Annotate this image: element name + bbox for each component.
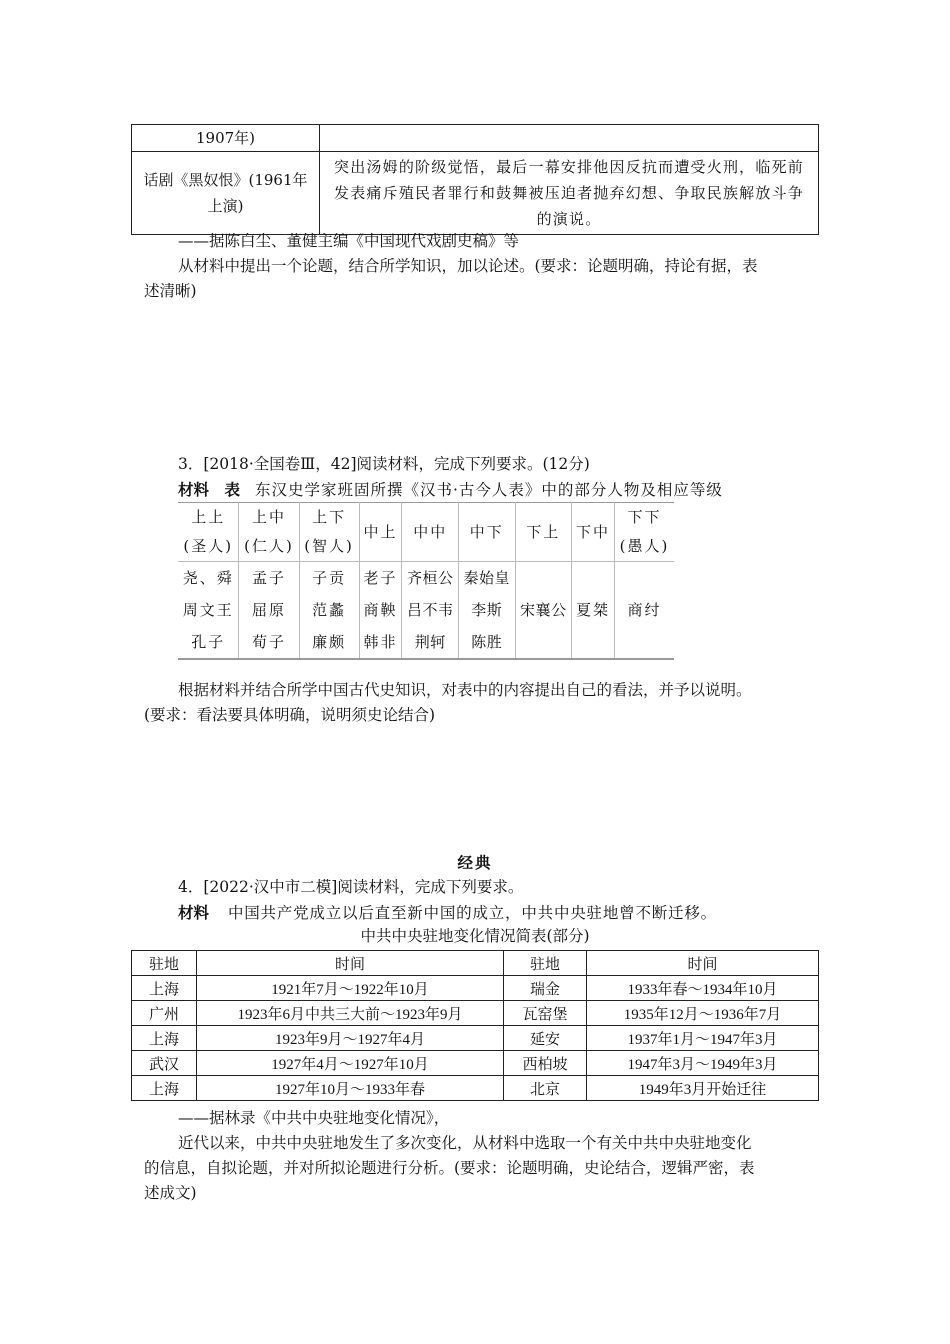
table-row bbox=[132, 1026, 819, 1051]
place-cell: 瑞金 bbox=[504, 976, 587, 1001]
question-task: 近代以来，中共中央驻地发生了多次变化，从材料中选取一个有关中共中央驻地变化 bbox=[178, 1134, 752, 1152]
rank-table bbox=[178, 502, 674, 660]
question-task: 根据材料并结合所学中国古代史知识，对表中的内容提出自己的看法，并予以说明。 bbox=[178, 681, 752, 699]
people-cell: 齐桓公 吕不韦 荆轲 bbox=[402, 562, 459, 660]
rank-header: 上中 (仁人) bbox=[239, 503, 299, 562]
play-table bbox=[131, 124, 819, 235]
source-citation: ——据林录《中共中央驻地变化情况》， bbox=[178, 1109, 450, 1127]
material-title: 东汉史学家班固所撰《汉书·古今人表》中的部分人物及相应等级 bbox=[254, 481, 723, 499]
table-row bbox=[132, 152, 819, 235]
time-cell: 1923年9月～1927年4月 bbox=[197, 1026, 504, 1051]
place-cell: 上海 bbox=[132, 976, 197, 1001]
people-cell: 子贡 范蠡 廉颇 bbox=[299, 562, 359, 660]
people-cell: 秦始皇 李斯 陈胜 bbox=[458, 562, 515, 660]
place-cell: 武汉 bbox=[132, 1051, 197, 1076]
time-cell: 1927年4月～1927年10月 bbox=[197, 1051, 504, 1076]
work-cell: 1907年) bbox=[132, 125, 320, 152]
place-cell: 西柏坡 bbox=[504, 1051, 587, 1076]
rank-header: 下中 bbox=[572, 503, 615, 562]
material-label: 材料 表 bbox=[178, 480, 241, 499]
people-cell: 夏桀 bbox=[572, 562, 615, 660]
rank-header: 中下 bbox=[458, 503, 515, 562]
place-cell: 北京 bbox=[504, 1076, 587, 1101]
source-citation: ——据陈白尘、董健主编《中国现代戏剧史稿》等 bbox=[178, 232, 520, 250]
table-row bbox=[132, 125, 819, 152]
rank-header: 中上 bbox=[359, 503, 402, 562]
table-row bbox=[132, 976, 819, 1001]
time-cell: 1937年1月～1947年3月 bbox=[587, 1026, 819, 1051]
material-caption bbox=[178, 477, 723, 503]
time-cell: 1949年3月开始迁往 bbox=[587, 1076, 819, 1101]
place-cell: 瓦窑堡 bbox=[504, 1001, 587, 1026]
place-cell: 上海 bbox=[132, 1026, 197, 1051]
rank-header: 上上 (圣人) bbox=[178, 503, 239, 562]
table-row bbox=[132, 1001, 819, 1026]
time-cell: 1947年3月～1949年3月 bbox=[587, 1051, 819, 1076]
place-cell: 上海 bbox=[132, 1076, 197, 1101]
question-task-cont: (要求：看法要具体明确，说明须史论结合) bbox=[144, 706, 436, 724]
people-cell: 孟子 屈原 荀子 bbox=[239, 562, 299, 660]
column-header: 驻地 bbox=[132, 951, 197, 976]
material-text: 中国共产党成立以后直至新中国的成立，中共中央驻地曾不断迁移。 bbox=[227, 904, 717, 922]
people-cell: 老子 商鞅 韩非 bbox=[359, 562, 402, 660]
time-cell: 1921年7月～1922年10月 bbox=[197, 976, 504, 1001]
place-cell: 延安 bbox=[504, 1026, 587, 1051]
question-heading: 3．[2018·全国卷Ⅲ，42]阅读材料，完成下列要求。(12分) bbox=[178, 455, 590, 473]
question-task-cont: 述成文) bbox=[144, 1184, 197, 1202]
place-cell: 广州 bbox=[132, 1001, 197, 1026]
people-cell: 宋襄公 bbox=[515, 562, 572, 660]
question-task: 从材料中提出一个论题，结合所学知识，加以论述。(要求：论题明确，持论有据，表 bbox=[178, 257, 758, 275]
time-cell: 1935年12月～1936年7月 bbox=[587, 1001, 819, 1026]
rank-people-row bbox=[178, 562, 674, 660]
question-task-cont: 述清晰) bbox=[144, 282, 197, 300]
material-caption bbox=[178, 900, 717, 926]
question-task-cont: 的信息，自拟论题，并对所拟论题进行分析。(要求：论题明确，史论结合，逻辑严密，表 bbox=[144, 1159, 755, 1177]
column-header: 驻地 bbox=[504, 951, 587, 976]
rank-header: 下上 bbox=[515, 503, 572, 562]
table-title: 中共中央驻地变化情况简表(部分) bbox=[360, 927, 590, 945]
table-row bbox=[132, 1051, 819, 1076]
time-cell: 1927年10月～1933年春 bbox=[197, 1076, 504, 1101]
table-row bbox=[132, 1076, 819, 1101]
table-header-row bbox=[132, 951, 819, 976]
description-cell bbox=[320, 125, 819, 152]
material-label: 材料 bbox=[178, 903, 210, 922]
question-heading: 4．[2022·汉中市二模]阅读材料，完成下列要求。 bbox=[178, 878, 524, 896]
section-title: 经典 bbox=[457, 853, 493, 872]
people-cell: 商纣 bbox=[627, 601, 662, 619]
people-cell: 尧、舜 周文王 孔子 bbox=[178, 562, 239, 660]
rank-header: 中中 bbox=[402, 503, 459, 562]
rank-header: 下下 (愚人) bbox=[614, 503, 674, 562]
description-cell: 突出汤姆的阶级觉悟，最后一幕安排他因反抗而遭受火刑，临死前发表痛斥殖民者罪行和鼓舞被压迫者抛弃幻想、争取民族解放斗争的演说。 bbox=[320, 152, 819, 235]
column-header: 时间 bbox=[587, 951, 819, 976]
column-header: 时间 bbox=[197, 951, 504, 976]
rank-header: 上下 (智人) bbox=[299, 503, 359, 562]
time-cell: 1933年春～1934年10月 bbox=[587, 976, 819, 1001]
time-cell: 1923年6月中共三大前～1923年9月 bbox=[197, 1001, 504, 1026]
work-cell: 话剧《黑奴恨》(1961年上演) bbox=[132, 152, 320, 235]
rank-header-row bbox=[178, 503, 674, 562]
location-table bbox=[131, 950, 819, 1101]
